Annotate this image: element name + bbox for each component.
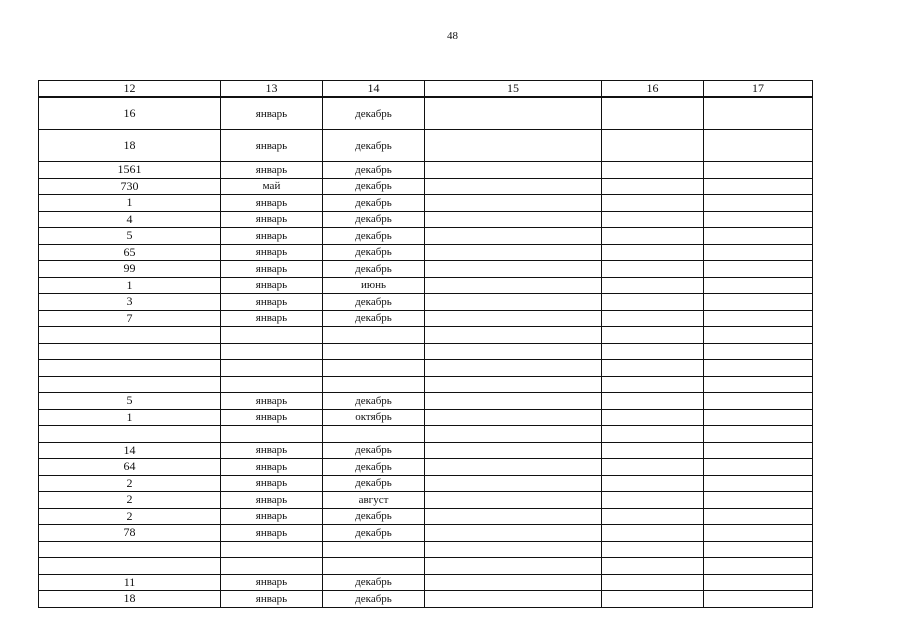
cell-col-16 xyxy=(602,508,704,525)
cell-quantity: 18 xyxy=(39,130,221,162)
cell-col-16 xyxy=(602,525,704,542)
cell-end-month: декабрь xyxy=(323,442,425,459)
table-row xyxy=(39,130,813,162)
cell-col-15 xyxy=(425,360,602,377)
table-header-row xyxy=(39,81,813,98)
table-row xyxy=(39,558,813,575)
column-header: 13 xyxy=(221,81,323,98)
cell-col-17 xyxy=(704,178,813,195)
cell-col-17 xyxy=(704,459,813,476)
cell-col-17 xyxy=(704,294,813,311)
cell-quantity: 2 xyxy=(39,508,221,525)
cell-col-15 xyxy=(425,591,602,608)
cell-quantity xyxy=(39,343,221,360)
cell-col-17 xyxy=(704,97,813,130)
cell-end-month: декабрь xyxy=(323,459,425,476)
cell-quantity: 99 xyxy=(39,261,221,278)
table-row xyxy=(39,343,813,360)
cell-col-15 xyxy=(425,195,602,212)
table-row xyxy=(39,261,813,278)
table-row xyxy=(39,244,813,261)
cell-quantity: 1 xyxy=(39,195,221,212)
cell-col-16 xyxy=(602,277,704,294)
cell-quantity: 3 xyxy=(39,294,221,311)
cell-col-16 xyxy=(602,244,704,261)
table-row xyxy=(39,376,813,393)
table-row xyxy=(39,228,813,245)
cell-end-month: июнь xyxy=(323,277,425,294)
cell-end-month: декабрь xyxy=(323,475,425,492)
cell-quantity xyxy=(39,376,221,393)
cell-quantity xyxy=(39,327,221,344)
cell-start-month xyxy=(221,343,323,360)
cell-col-16 xyxy=(602,475,704,492)
cell-end-month: декабрь xyxy=(323,178,425,195)
cell-start-month xyxy=(221,558,323,575)
cell-quantity: 2 xyxy=(39,475,221,492)
cell-col-15 xyxy=(425,426,602,443)
table-row xyxy=(39,591,813,608)
cell-col-17 xyxy=(704,442,813,459)
cell-end-month: декабрь xyxy=(323,97,425,130)
cell-col-17 xyxy=(704,310,813,327)
cell-quantity: 65 xyxy=(39,244,221,261)
cell-end-month: декабрь xyxy=(323,244,425,261)
table-row xyxy=(39,475,813,492)
cell-quantity xyxy=(39,558,221,575)
table-row xyxy=(39,360,813,377)
cell-col-17 xyxy=(704,376,813,393)
cell-quantity: 5 xyxy=(39,228,221,245)
column-header: 12 xyxy=(39,81,221,98)
table-row xyxy=(39,162,813,179)
cell-quantity: 1 xyxy=(39,277,221,294)
table-row xyxy=(39,525,813,542)
cell-end-month xyxy=(323,376,425,393)
cell-col-17 xyxy=(704,393,813,410)
cell-col-15 xyxy=(425,442,602,459)
cell-start-month: январь xyxy=(221,475,323,492)
cell-col-15 xyxy=(425,261,602,278)
cell-end-month xyxy=(323,327,425,344)
cell-col-16 xyxy=(602,211,704,228)
table-row xyxy=(39,426,813,443)
cell-col-17 xyxy=(704,558,813,575)
cell-start-month: январь xyxy=(221,508,323,525)
cell-col-16 xyxy=(602,426,704,443)
cell-col-15 xyxy=(425,228,602,245)
cell-end-month: декабрь xyxy=(323,508,425,525)
table-row xyxy=(39,211,813,228)
cell-col-15 xyxy=(425,508,602,525)
cell-quantity: 11 xyxy=(39,574,221,591)
cell-quantity xyxy=(39,541,221,558)
cell-end-month xyxy=(323,558,425,575)
cell-col-15 xyxy=(425,211,602,228)
cell-start-month: январь xyxy=(221,277,323,294)
cell-col-16 xyxy=(602,459,704,476)
cell-quantity: 14 xyxy=(39,442,221,459)
cell-start-month: январь xyxy=(221,591,323,608)
cell-col-17 xyxy=(704,525,813,542)
cell-col-17 xyxy=(704,228,813,245)
table-row xyxy=(39,442,813,459)
cell-col-17 xyxy=(704,360,813,377)
cell-end-month: декабрь xyxy=(323,162,425,179)
cell-col-15 xyxy=(425,393,602,410)
cell-start-month: январь xyxy=(221,261,323,278)
cell-col-16 xyxy=(602,492,704,509)
cell-quantity: 5 xyxy=(39,393,221,410)
cell-quantity xyxy=(39,426,221,443)
cell-start-month xyxy=(221,327,323,344)
cell-col-16 xyxy=(602,409,704,426)
table-row xyxy=(39,195,813,212)
cell-col-17 xyxy=(704,492,813,509)
cell-col-16 xyxy=(602,343,704,360)
cell-start-month xyxy=(221,541,323,558)
cell-start-month: январь xyxy=(221,492,323,509)
cell-col-17 xyxy=(704,343,813,360)
cell-quantity: 64 xyxy=(39,459,221,476)
cell-start-month: январь xyxy=(221,310,323,327)
cell-end-month xyxy=(323,343,425,360)
cell-quantity: 7 xyxy=(39,310,221,327)
cell-quantity: 2 xyxy=(39,492,221,509)
cell-col-16 xyxy=(602,178,704,195)
cell-col-15 xyxy=(425,558,602,575)
cell-end-month: декабрь xyxy=(323,211,425,228)
cell-col-15 xyxy=(425,244,602,261)
cell-start-month: январь xyxy=(221,574,323,591)
cell-col-17 xyxy=(704,130,813,162)
cell-start-month: январь xyxy=(221,442,323,459)
cell-col-15 xyxy=(425,376,602,393)
cell-col-17 xyxy=(704,426,813,443)
data-table xyxy=(38,80,813,608)
cell-start-month: январь xyxy=(221,459,323,476)
cell-col-16 xyxy=(602,310,704,327)
cell-start-month: январь xyxy=(221,97,323,130)
cell-col-16 xyxy=(602,228,704,245)
table-body xyxy=(39,97,813,607)
cell-end-month xyxy=(323,541,425,558)
cell-end-month: декабрь xyxy=(323,228,425,245)
cell-end-month xyxy=(323,360,425,377)
cell-col-15 xyxy=(425,130,602,162)
cell-col-17 xyxy=(704,162,813,179)
cell-col-17 xyxy=(704,541,813,558)
cell-col-17 xyxy=(704,211,813,228)
cell-col-17 xyxy=(704,409,813,426)
cell-start-month xyxy=(221,426,323,443)
cell-end-month: декабрь xyxy=(323,195,425,212)
cell-start-month: январь xyxy=(221,162,323,179)
cell-start-month: январь xyxy=(221,195,323,212)
table-row xyxy=(39,393,813,410)
cell-end-month: декабрь xyxy=(323,294,425,311)
cell-col-16 xyxy=(602,327,704,344)
column-header: 16 xyxy=(602,81,704,98)
cell-start-month: январь xyxy=(221,228,323,245)
cell-quantity: 1561 xyxy=(39,162,221,179)
cell-col-15 xyxy=(425,492,602,509)
cell-start-month: январь xyxy=(221,409,323,426)
cell-start-month: январь xyxy=(221,130,323,162)
cell-col-15 xyxy=(425,294,602,311)
cell-col-15 xyxy=(425,525,602,542)
table-row xyxy=(39,310,813,327)
page-number: 48 xyxy=(447,30,458,42)
cell-col-16 xyxy=(602,442,704,459)
cell-end-month: август xyxy=(323,492,425,509)
cell-end-month: декабрь xyxy=(323,261,425,278)
cell-col-17 xyxy=(704,261,813,278)
cell-start-month: январь xyxy=(221,393,323,410)
cell-col-16 xyxy=(602,97,704,130)
table-row xyxy=(39,459,813,476)
cell-col-15 xyxy=(425,343,602,360)
cell-end-month: декабрь xyxy=(323,393,425,410)
cell-col-17 xyxy=(704,591,813,608)
cell-col-16 xyxy=(602,130,704,162)
cell-col-17 xyxy=(704,195,813,212)
cell-end-month: декабрь xyxy=(323,591,425,608)
cell-quantity: 1 xyxy=(39,409,221,426)
table-row xyxy=(39,492,813,509)
cell-start-month xyxy=(221,376,323,393)
column-header: 15 xyxy=(425,81,602,98)
cell-start-month: январь xyxy=(221,525,323,542)
cell-col-15 xyxy=(425,475,602,492)
cell-col-17 xyxy=(704,244,813,261)
cell-col-16 xyxy=(602,376,704,393)
table-row xyxy=(39,277,813,294)
table-row xyxy=(39,97,813,130)
table-row xyxy=(39,178,813,195)
cell-col-15 xyxy=(425,162,602,179)
cell-col-17 xyxy=(704,475,813,492)
cell-quantity xyxy=(39,360,221,377)
cell-start-month: январь xyxy=(221,211,323,228)
cell-col-16 xyxy=(602,162,704,179)
column-header: 17 xyxy=(704,81,813,98)
table-row xyxy=(39,508,813,525)
cell-col-16 xyxy=(602,360,704,377)
cell-col-15 xyxy=(425,541,602,558)
table-row xyxy=(39,541,813,558)
cell-end-month: декабрь xyxy=(323,525,425,542)
cell-col-16 xyxy=(602,294,704,311)
cell-col-16 xyxy=(602,541,704,558)
cell-end-month: декабрь xyxy=(323,310,425,327)
cell-col-16 xyxy=(602,195,704,212)
table-row xyxy=(39,294,813,311)
cell-end-month: декабрь xyxy=(323,130,425,162)
column-header: 14 xyxy=(323,81,425,98)
cell-col-15 xyxy=(425,574,602,591)
cell-col-16 xyxy=(602,558,704,575)
cell-col-16 xyxy=(602,574,704,591)
cell-start-month: май xyxy=(221,178,323,195)
cell-end-month: октябрь xyxy=(323,409,425,426)
cell-start-month: январь xyxy=(221,244,323,261)
table-row xyxy=(39,327,813,344)
cell-quantity: 78 xyxy=(39,525,221,542)
cell-quantity: 18 xyxy=(39,591,221,608)
cell-col-17 xyxy=(704,508,813,525)
cell-col-15 xyxy=(425,409,602,426)
cell-quantity: 16 xyxy=(39,97,221,130)
cell-start-month: январь xyxy=(221,294,323,311)
cell-col-17 xyxy=(704,574,813,591)
table-row xyxy=(39,409,813,426)
cell-col-15 xyxy=(425,97,602,130)
cell-col-17 xyxy=(704,277,813,294)
table-row xyxy=(39,574,813,591)
cell-start-month xyxy=(221,360,323,377)
cell-col-15 xyxy=(425,327,602,344)
cell-col-15 xyxy=(425,178,602,195)
cell-end-month: декабрь xyxy=(323,574,425,591)
cell-col-16 xyxy=(602,591,704,608)
cell-col-15 xyxy=(425,310,602,327)
cell-col-15 xyxy=(425,277,602,294)
cell-col-17 xyxy=(704,327,813,344)
cell-col-16 xyxy=(602,393,704,410)
cell-col-16 xyxy=(602,261,704,278)
cell-quantity: 730 xyxy=(39,178,221,195)
cell-quantity: 4 xyxy=(39,211,221,228)
cell-end-month xyxy=(323,426,425,443)
cell-col-15 xyxy=(425,459,602,476)
